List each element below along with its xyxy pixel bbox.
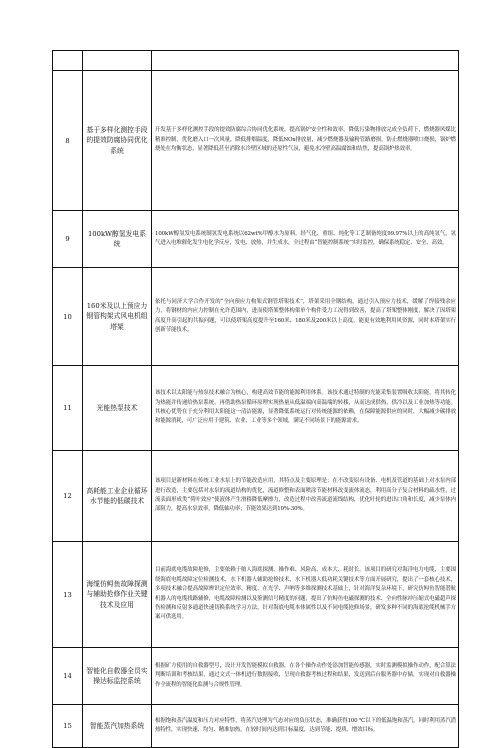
technology-name: 海缆仿鲟鱼故障探测与辅助抢修作业关键技术及应用 — [83, 542, 152, 648]
row-number: 14 — [53, 648, 83, 705]
table-row-continued — [53, 51, 459, 71]
row-number: 10 — [53, 268, 83, 366]
technology-name: 高耗能工业企业循环水节能的低碳技术 — [83, 451, 152, 542]
table-row — [53, 542, 459, 648]
row-number: 12 — [53, 451, 83, 542]
table-row — [53, 648, 459, 705]
row-number: 11 — [53, 366, 83, 451]
technology-name: 智能化自救器全员实操达标监控系统 — [83, 648, 152, 705]
technology-description: 根据饱和蒸汽温度和压力对应特性，将蒸汽处理为气态对应的负压状态，准确获得100 ℃以下的低温饱和蒸汽，同时利用蒸汽潜热特性，实现快速、均匀、精准加热，在较时间内达到目标温度，达到节能、提质、增效目标。 — [152, 705, 459, 748]
table-row — [53, 366, 459, 451]
row-number: 9 — [53, 211, 83, 268]
technology-description: 根据矿方使用的自救器型号，设计开发智能模拟自救器，在各个操作动作处添加智能传感器，实时监测模拟操作动作，配合算法判断培训和考核结果，通过文式一体机进行数据接收，呈现自救器考核过程和结果，发送到后台服务器中存储，实现对自救器操作全流程的智能化监测与合规性管理。 — [152, 648, 459, 705]
table-row — [53, 268, 459, 366]
table-row — [53, 71, 459, 211]
technology-description: 该项目是新材料在传统工业水泵上的节能改造应用，其特点及主要原理是：在不改变原有设备、电机及管道的基础上对水泵内部进行改造，主要包括对水泵的流道结构的优化，流道修整和表面喷涂节能材料改变流体流态，利用高分子复合材料的疏水性，过流表面形成类“荷叶效应”使液体产生滑移降低摩擦力，改造过程中改善流道流线结构，优化叶轮的进出口角和长度，减少泵体内部阻力，提高水泵效率，降低轴功率；节能效果达到10%-30%。 — [152, 451, 459, 542]
technology-description: 开发基于多样化测控手段的提效防腐综合协同优化系统，提高锅炉安全性和效率，降低污染物排放完成全负荷下，燃烧器风煤比精准控制，优化磨入口一次风量，降低排烟温度，降低NOx排放量，减少燃烧器及输粉管路磨损，防止燃烧器喷口烧损，锅炉燃烧处在均衡状态，显著降低甚至消除水冷壁区域的还原性气氛，避免水冷壁高温腐蚀和结焦，提高锅炉热效率。 — [152, 71, 459, 211]
empty-cell — [83, 51, 152, 71]
table-row — [53, 211, 459, 268]
technology-description: 该技术以太阳能与热泵技术融合为核心，构建高效节能的能源利用体系。该技术通过特制的光能采集装置吸收太阳能，将其转化为热能并传递给热泵系统，再借助热泵循环原理实现热量从低温端向高温端的转移，从而达成供热、供冷以及工业加热等功能。其核心优势在于充分利用太阳能这一清洁能源，显著降低系统运行对传统能源的依赖，在保障能源供应的同时，大幅减少碳排放和能源消耗，可广泛应用于建筑、农业、工业等多个领域，满足不同场景下的能源需求。 — [152, 366, 459, 451]
empty-cell — [53, 51, 83, 71]
row-number: 15 — [53, 705, 83, 748]
technology-name: 160米及以上预应力钢管构架式风电机组塔架 — [83, 268, 152, 366]
technology-table — [52, 50, 459, 748]
table-row — [53, 451, 459, 542]
technology-description: 目前海底电缆故障抢修，主要依赖于舶人海底探测、操作难、风险高、成本大、耗时长。该项目的研究对海洋电力电缆，主要围绕海底电缆故障定位检测技术，水下机器人辅助抢修技术，水下机器人低功耗关键技术等方面开展研究，提出了一套核心技术，多项技术融合提高故障辨识定位效率、精度、在光学、声呐等多维探测技术基础上，针对海洋复杂环境下，研究仿鲟鱼智能潜航机器人的电缆找路辅修，电缆故障检测以及鉴测信号精度的问题，提出了仿鲟鱼电磁探测的技术、全向性脉冲压缩式电磁超声探伤检测和反射多通道快速切换系统学习方法，针对海底电缆本体属性以及不同电缆抢修场景，研发多种不同的海底抢缆机械手方案可供选用。 — [152, 542, 459, 648]
technology-name: 100kW醇氢发电系统 — [83, 211, 152, 268]
technology-name: 智能蒸汽加热系统 — [83, 705, 152, 748]
technology-description: 依托与同济大学合作开发的“全向预应力构架式钢管塔架技术”，塔架采用全钢结构，通过引入预应力技术，缓解了焊接残余应力，将钢材的内应力控制在允许范围内，进而使塔架整体构架单个构件受力工况得到改善，提高了塔架整体刚度，解决了因塔架高度升高引起的共振问题，可以使塔架高度提升至160米、180米及200米以上高度，能更有效地利用风资源，同时本塔架实行创新节能技术。 — [152, 268, 459, 366]
technology-description: 100kW醇氢发电系统制氢发电系统以62wt%甲醇水为原料，经气化、重组、纯化等工艺制备纯度99.97%以上的高纯氢气，氢气进入电堆催化发生电化学反应，发电、放热，并生成水，全过程由“智能控制系统”实时监控，确保系统稳定、安全、高效。 — [152, 211, 459, 268]
row-number: 8 — [53, 71, 83, 211]
row-number: 13 — [53, 542, 83, 648]
empty-cell — [152, 51, 459, 71]
technology-name: 光能热泵技术 — [83, 366, 152, 451]
table-row — [53, 705, 459, 748]
technology-name: 基于多样化测控手段的提效防腐协同优化系统 — [83, 71, 152, 211]
